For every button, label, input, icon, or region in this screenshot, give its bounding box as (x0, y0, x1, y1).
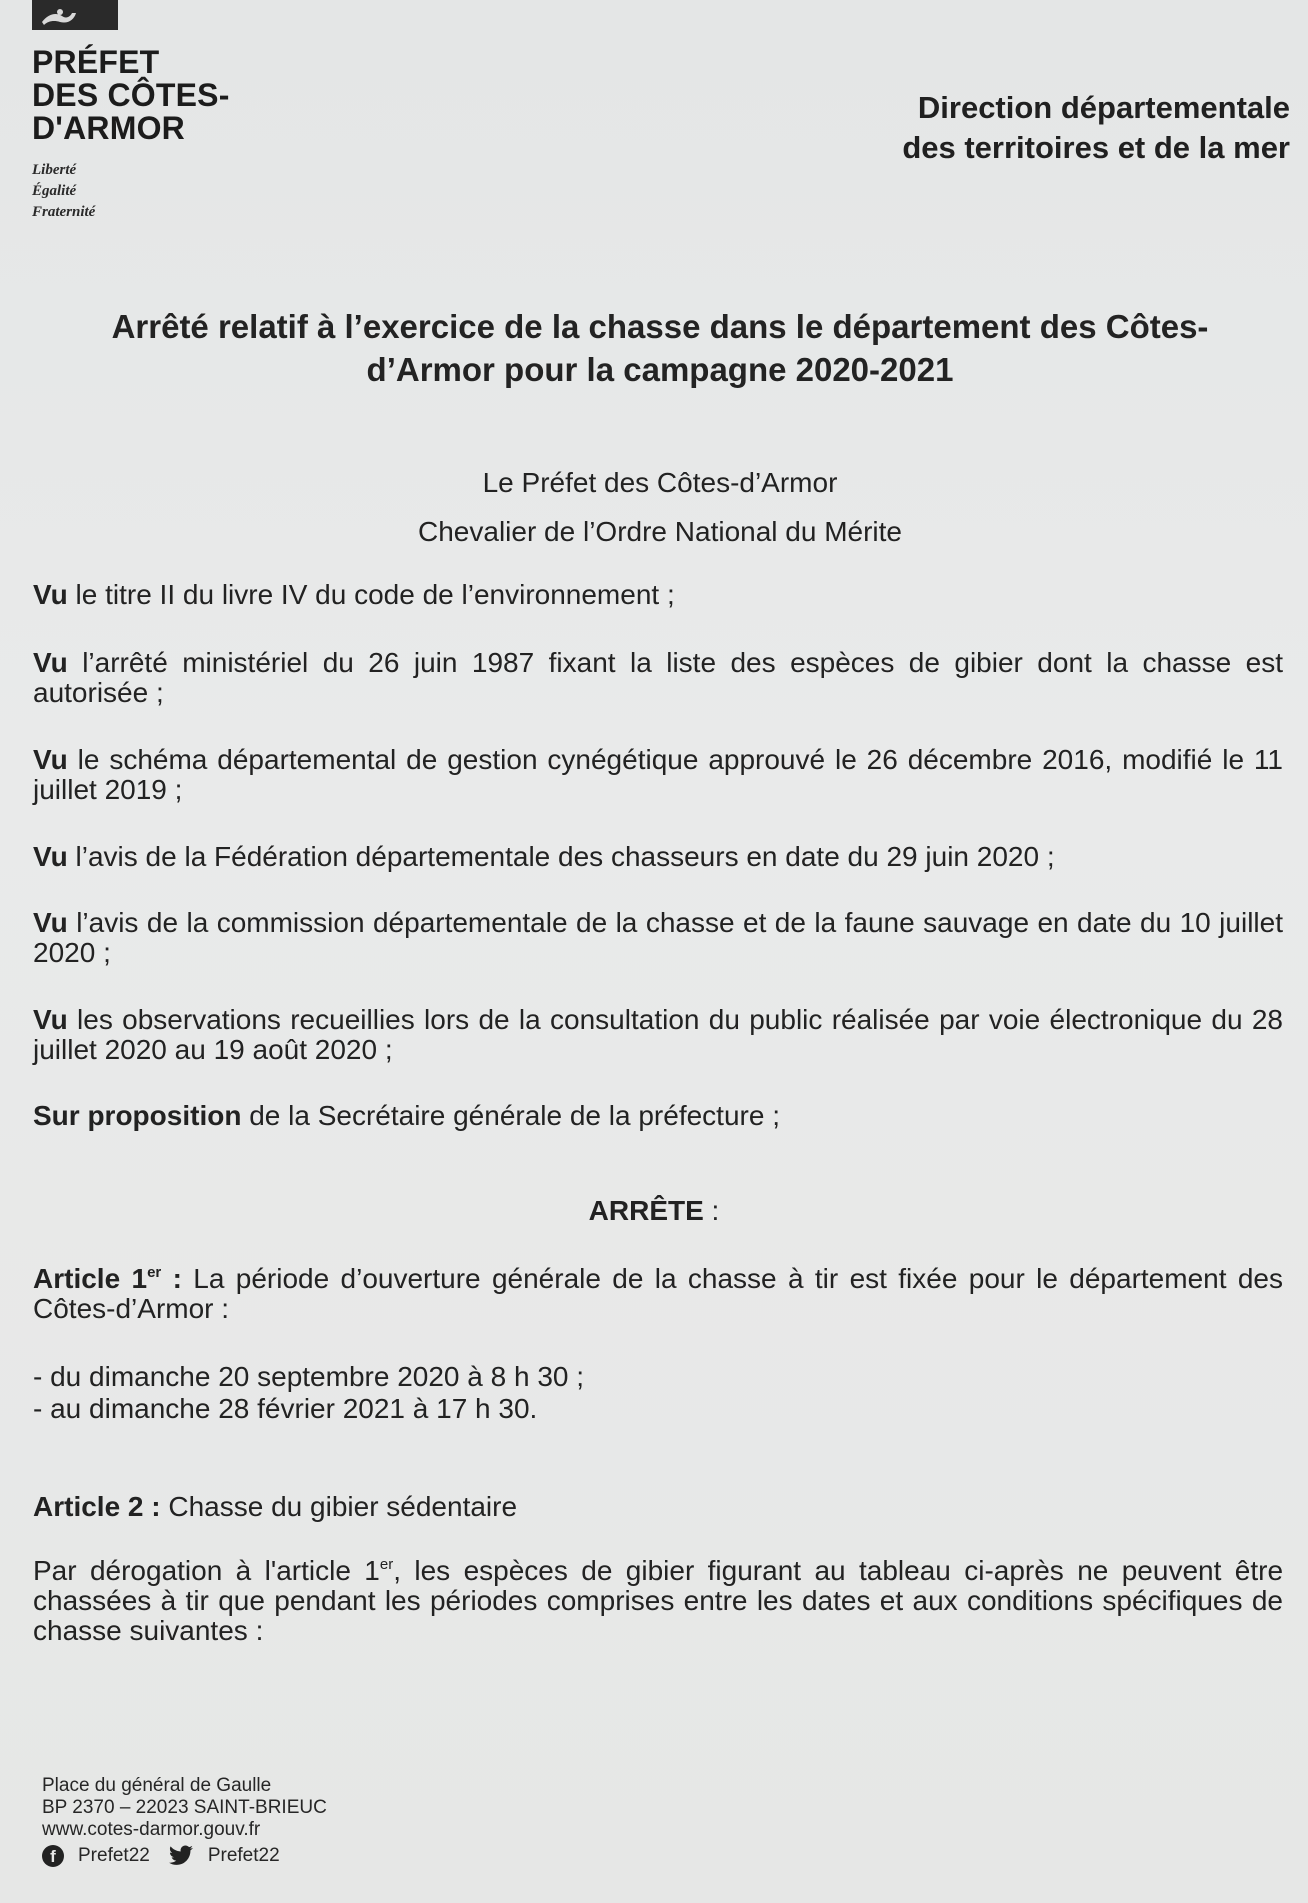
article-2-superscript: er (379, 1556, 394, 1573)
twitter-handle[interactable]: Prefet22 (207, 1845, 280, 1866)
considerant-paragraph (33, 580, 1283, 610)
considerant-text: l’avis de la Fédération départementale des chasseurs en date du 29 juin 2020 ; (67, 841, 1055, 872)
considerant-paragraph (33, 908, 1283, 968)
considerant-paragraph (33, 1101, 1283, 1131)
article-2-heading-text: Chasse du gibier sédentaire (160, 1491, 518, 1522)
article-1-paragraph (33, 1264, 1283, 1324)
prefet-name (32, 46, 272, 145)
footer-address-line: BP 2370 – 22023 SAINT-BRIEUC (42, 1797, 327, 1818)
footer-contact (42, 1775, 327, 1867)
authority-block (60, 458, 1260, 556)
motto-line: Égalité (32, 183, 77, 199)
motto-line: Fraternité (32, 204, 96, 220)
arrete-label: ARRÊTE (588, 1195, 704, 1226)
article-1-item-text: - du dimanche 20 septembre 2020 à 8 h 30 ; (33, 1361, 585, 1392)
considerant-paragraph (33, 745, 1283, 805)
prefet-name-line: DES CÔTES- (32, 77, 230, 113)
footer-address-line: Place du général de Gaulle (42, 1775, 272, 1796)
considerant-lead: Vu (33, 744, 68, 775)
considerant-text: le schéma départemental de gestion cynégétique approuvé le 26 décembre 2016, modifié le 11 juillet 2019 ; (33, 744, 1283, 805)
direction-line: Direction départementale (917, 90, 1290, 125)
article-1-item-text: - au dimanche 28 février 2021 à 17 h 30. (33, 1393, 538, 1424)
considerant-lead: Sur proposition (33, 1100, 242, 1131)
considerant-lead: Vu (33, 1004, 68, 1035)
republic-motto (32, 160, 95, 223)
arrete-heading (0, 1195, 1308, 1227)
considerant-lead: Vu (33, 907, 68, 938)
article-2-label: Article 2 : (33, 1491, 161, 1522)
article-2-paragraph (33, 1556, 1283, 1646)
article-1-label (33, 1263, 182, 1294)
article-1-superscript: er (147, 1264, 162, 1281)
prefet-name-line: D'ARMOR (32, 110, 185, 146)
considerant-paragraph (33, 1005, 1283, 1065)
considerant-text: l’avis de la commission départementale de la chasse et de la faune sauvage en date du 10 juillet 2020 ; (33, 907, 1283, 968)
title-line: d’Armor pour la campagne 2020-2021 (366, 351, 954, 388)
authority-line: Chevalier de l’Ordre National du Mérite (418, 516, 902, 547)
footer-website-link[interactable]: www.cotes-darmor.gouv.fr (42, 1819, 261, 1840)
considerant-lead: Vu (33, 579, 68, 610)
issuing-direction (902, 88, 1290, 168)
document-title (60, 305, 1260, 391)
arrete-suffix: : (703, 1195, 720, 1226)
marianne-logo-icon (32, 0, 118, 30)
article-1-item (33, 1362, 1283, 1392)
considerant-text: le titre II du livre IV du code de l’environnement ; (67, 579, 675, 610)
article-2-text-before: Par dérogation à l'article 1 (33, 1555, 380, 1586)
considerant-paragraph (33, 648, 1283, 708)
authority-line: Le Préfet des Côtes-d’Armor (482, 467, 838, 498)
article-2-heading (33, 1492, 1283, 1522)
facebook-handle[interactable]: Prefet22 (78, 1845, 150, 1866)
direction-line: des territoires et de la mer (902, 130, 1290, 165)
article-1-item (33, 1394, 1283, 1424)
article-1-label-text: Article 1 (33, 1263, 148, 1294)
title-line: Arrêté relatif à l’exercice de la chasse dans le département des Côtes- (111, 308, 1209, 345)
considerant-lead: Vu (33, 647, 68, 678)
motto-line: Liberté (32, 162, 77, 178)
article-1-label-suffix: : (161, 1263, 182, 1294)
footer-social (42, 1845, 327, 1867)
prefet-name-line: PRÉFET (32, 44, 160, 80)
considerant-paragraph (33, 842, 1283, 872)
article-2-text-after: , les espèces de gibier figurant au tableau ci-après ne peuvent être chassées à tir que pendant les périodes comprises entre les dates et aux conditions spécifiques de chasse suivantes : (33, 1555, 1284, 1646)
considerant-text: les observations recueillies lors de la consultation du public réalisée par voie électronique du 28 juillet 2020 au 19 août 2020 ; (33, 1004, 1283, 1065)
considerant-lead: Vu (33, 841, 68, 872)
facebook-icon[interactable]: f (42, 1845, 64, 1867)
twitter-icon[interactable] (168, 1845, 194, 1867)
considerant-text: de la Secrétaire générale de la préfecture ; (241, 1100, 780, 1131)
article-1-text: La période d’ouverture générale de la chasse à tir est fixée pour le département des Côtes-d’Armor : (33, 1263, 1283, 1324)
considerant-text: l’arrêté ministériel du 26 juin 1987 fixant la liste des espèces de gibier dont la chasse est autorisée ; (33, 647, 1283, 708)
